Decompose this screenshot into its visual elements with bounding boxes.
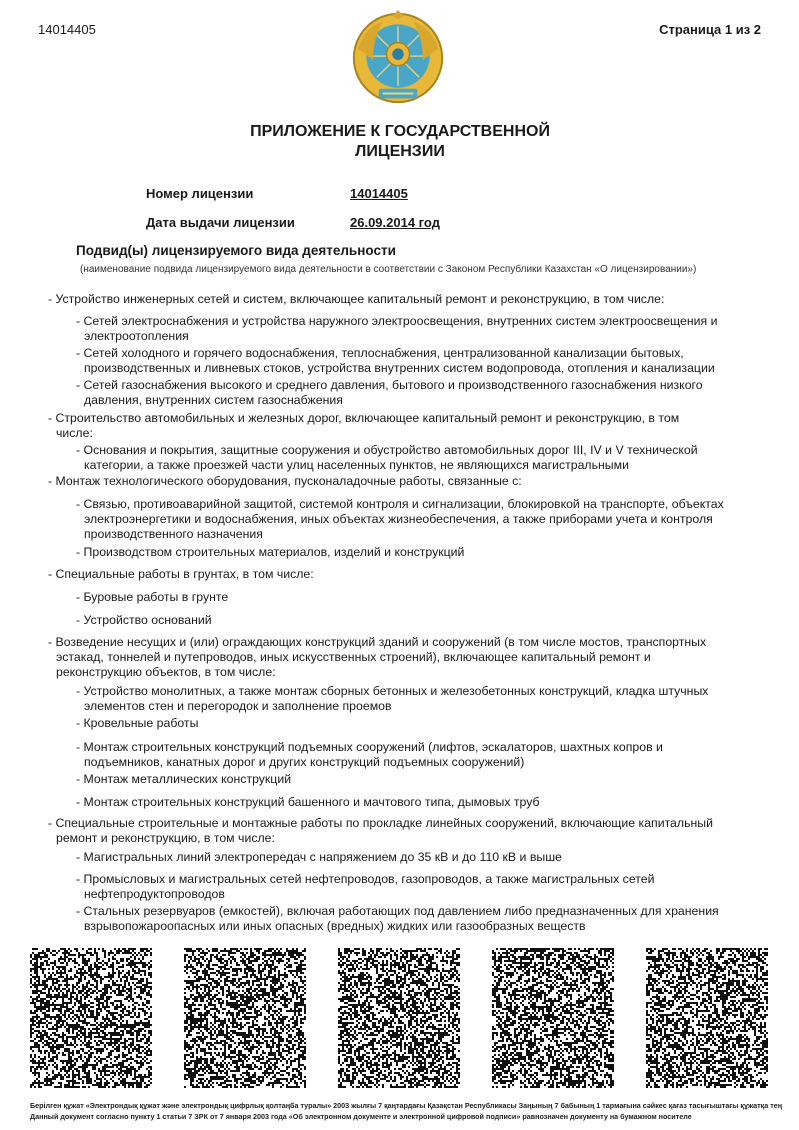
footer-russian: Данный документ согласно пункту 1 статьи 7 ЗРК от 7 января 2003 года «Об электронном документе и электронной цифровой подписи» равнозначен документу на бумажном носителе bbox=[30, 1112, 692, 1121]
activity-line: - Монтаж технологического оборудования, пусконаладочные работы, связанные с: bbox=[48, 474, 522, 488]
activity-line: - Буровые работы в грунте bbox=[76, 590, 229, 604]
activity-line: категории, а также проезжей части улиц населенных пунктов, не являющихся магистральными bbox=[84, 458, 629, 472]
activity-line: нефтепродуктопроводов bbox=[84, 887, 225, 901]
2d-barcode-icon bbox=[492, 948, 614, 1088]
activity-line: ремонт и реконструкцию, в том числе: bbox=[56, 831, 275, 845]
activity-line: - Устройство оснований bbox=[76, 613, 212, 627]
2d-barcode-icon bbox=[30, 948, 152, 1088]
activity-line: - Устройство инженерных сетей и систем, включающее капитальный ремонт и реконструкцию, в том числе: bbox=[48, 292, 665, 306]
issue-date-value: 26.09.2014 год bbox=[350, 215, 440, 230]
license-number-top: 14014405 bbox=[38, 22, 96, 37]
activity-line: подъемников, канатных дорог и других конструкций подъемных сооружений) bbox=[84, 755, 525, 769]
subtypes-heading: Подвид(ы) лицензируемого вида деятельности bbox=[76, 243, 396, 258]
document-title bbox=[150, 122, 650, 162]
activity-line: - Сетей холодного и горячего водоснабжения, теплоснабжения, централизованной канализации бытовых, bbox=[76, 346, 684, 360]
activity-line: - Монтаж металлических конструкций bbox=[76, 772, 292, 786]
activity-line: - Сетей электроснабжения и устройства наружного электроосвещения, внутренних систем электроосвещения и bbox=[76, 314, 718, 328]
activity-line: - Монтаж строительных конструкций башенного и мачтового типа, дымовых труб bbox=[76, 795, 540, 809]
activity-line: производственных и ливневых стоков, устройства внутренних систем водопровода, отопления и канализации bbox=[84, 361, 715, 375]
state-emblem-icon bbox=[350, 10, 446, 106]
activity-line: электроэнергетики и водоснабжения, иных объектах жизнеобеспечения, а также приборами учета и контроля bbox=[84, 512, 713, 526]
subtypes-note: (наименование подвида лицензируемого вида деятельности в соответствии с Законом Республики Казахстан «О лицензировании») bbox=[80, 264, 697, 275]
activity-line: - Связью, противоаварийной защитой, системой контроля и сигнализации, блокировкой на транспорте, объектах bbox=[76, 497, 724, 511]
activity-line: давления, внутренних систем газоснабжения bbox=[84, 393, 343, 407]
activity-line: электроотопления bbox=[84, 329, 189, 343]
2d-barcode-icon bbox=[184, 948, 306, 1088]
activity-line: - Магистральных линий электропередач с напряжением до 35 кВ и до 110 кВ и выше bbox=[76, 850, 562, 864]
2d-barcode-icon bbox=[646, 948, 768, 1088]
activity-line: производственного назначения bbox=[84, 527, 263, 541]
footer-kazakh: Берілген құжат «Электрондық құжат және электрондық цифрлық қолтаңба туралы» 2003 жылғы 7 қаңтардағы Қазақстан Республикасы Заңының 7 бабының 1 тармағына сәйкес қағаз тасығыштағы құжатқа тең bbox=[30, 1101, 783, 1110]
activity-line: - Строительство автомобильных и железных дорог, включающее капитальный ремонт и реконструкцию, в том bbox=[48, 411, 680, 425]
title-line-2: ЛИЦЕНЗИИ bbox=[355, 143, 445, 160]
2d-barcode-icon bbox=[338, 948, 460, 1088]
activity-line: - Кровельные работы bbox=[76, 716, 199, 730]
activity-line: - Специальные строительные и монтажные работы по прокладке линейных сооружений, включающие капитальный bbox=[48, 816, 713, 830]
activity-line: - Стальных резервуаров (емкостей), включая работающих под давлением либо предназначенных для хранения bbox=[76, 904, 719, 918]
license-number-label: Номер лицензии bbox=[146, 186, 254, 201]
activity-line: - Производством строительных материалов, изделий и конструкций bbox=[76, 545, 465, 559]
barcode-row bbox=[30, 948, 770, 1088]
title-line-1: ПРИЛОЖЕНИЕ К ГОСУДАРСТВЕННОЙ bbox=[250, 123, 550, 140]
activity-line: реконструкцию объектов, в том числе: bbox=[56, 665, 276, 679]
activity-line: - Монтаж строительных конструкций подъемных сооружений (лифтов, эскалаторов, шахтных копров и bbox=[76, 740, 663, 754]
activity-line: взрывопожароопасных или иных опасных (вредных) жидких или газообразных веществ bbox=[84, 919, 586, 933]
activity-line: элементов стен и перегородок и заполнение проемов bbox=[84, 699, 392, 713]
activity-line: - Сетей газоснабжения высокого и среднего давления, бытового и производственного газоснабжения низкого bbox=[76, 378, 703, 392]
activity-line: - Промысловых и магистральных сетей нефтепроводов, газопроводов, а также магистральных сетей bbox=[76, 872, 655, 886]
activity-line: - Возведение несущих и (или) ограждающих конструкций зданий и сооружений (в том числе мостов, транспортных bbox=[48, 635, 707, 649]
issue-date-label: Дата выдачи лицензии bbox=[146, 215, 295, 230]
activity-line: - Устройство монолитных, а также монтаж сборных бетонных и железобетонных конструкций, кладка штучных bbox=[76, 684, 709, 698]
activity-line: числе: bbox=[56, 426, 93, 440]
license-number-value: 14014405 bbox=[350, 186, 408, 201]
activity-line: эстакад, тоннелей и путепроводов, иных искусственных строений), включающее капитальный ремонт и bbox=[56, 650, 651, 664]
page-info: Страница 1 из 2 bbox=[659, 22, 761, 37]
activity-line: - Специальные работы в грунтах, в том числе: bbox=[48, 567, 314, 581]
activity-line: - Основания и покрытия, защитные сооружения и обустройство автомобильных дорог III, IV и V технической bbox=[76, 443, 698, 457]
